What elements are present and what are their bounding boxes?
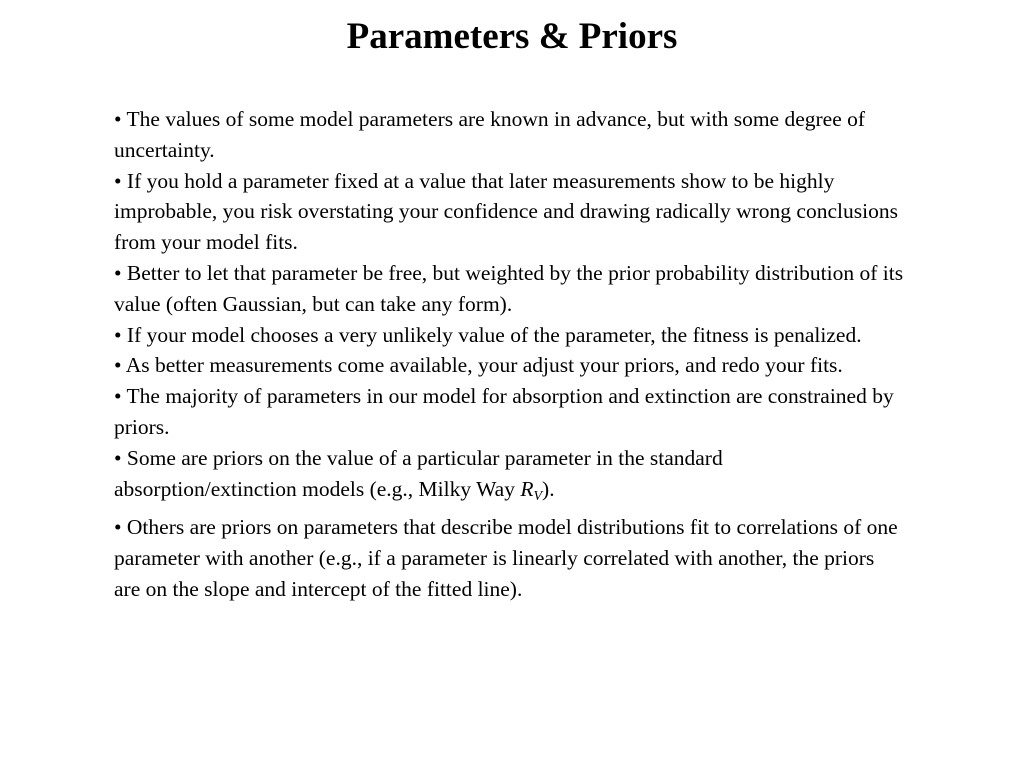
bullet-text: Others are priors on parameters that describe model distributions fit to correlations of one parameter with another (e.g., if a parameter is linearly correlated with another, the priors are on the slope and intercept of the fitted line). bbox=[114, 515, 898, 601]
bullet-text: As better measurements come available, your adjust your priors, and redo your fits. bbox=[125, 353, 843, 378]
bullet-item-7 bbox=[114, 443, 904, 513]
bullet-glyph: • bbox=[114, 445, 122, 470]
bullet-text-end: ). bbox=[542, 476, 555, 501]
slide-title: Parameters & Priors bbox=[346, 16, 678, 57]
bullet-glyph: • bbox=[114, 168, 122, 193]
bullet-list bbox=[114, 104, 904, 605]
bullet-text: If you hold a parameter fixed at a value that later measurements show to be highly improbable, you risk overstating your confidence and drawing radically wrong conclusions from your model fits. bbox=[114, 168, 898, 255]
bullet-glyph: • bbox=[114, 322, 122, 347]
bullet-glyph: • bbox=[114, 515, 122, 540]
bullet-glyph: • bbox=[114, 260, 122, 285]
bullet-item-1 bbox=[114, 104, 904, 166]
bullet-item-8 bbox=[114, 512, 904, 604]
bullet-item-6 bbox=[114, 381, 904, 443]
bullet-glyph: • bbox=[114, 107, 122, 131]
bullet-item-2 bbox=[114, 166, 904, 258]
bullet-glyph: • bbox=[114, 384, 122, 409]
bullet-glyph: • bbox=[114, 353, 122, 378]
bullet-text: If your model chooses a very unlikely value of the parameter, the fitness is penalized. bbox=[126, 322, 862, 347]
bullet-item-4 bbox=[114, 320, 904, 351]
rv-subscript: V bbox=[533, 488, 543, 504]
bullet-text: The values of some model parameters are known in advance, but with some degree of uncertainty. bbox=[114, 107, 866, 162]
bullet-text: Some are priors on the value of a particular parameter in the standard absorption/extinction models (e.g., Milky Way bbox=[114, 445, 723, 501]
rv-symbol: R bbox=[520, 476, 534, 501]
bullet-item-3 bbox=[114, 258, 904, 320]
bullet-item-5 bbox=[114, 350, 904, 381]
bullet-text: The majority of parameters in our model for absorption and extinction are constrained by priors. bbox=[114, 384, 894, 439]
bullet-text: Better to let that parameter be free, but weighted by the prior probability distribution of its value (often Gaussian, but can take any form). bbox=[114, 260, 904, 316]
